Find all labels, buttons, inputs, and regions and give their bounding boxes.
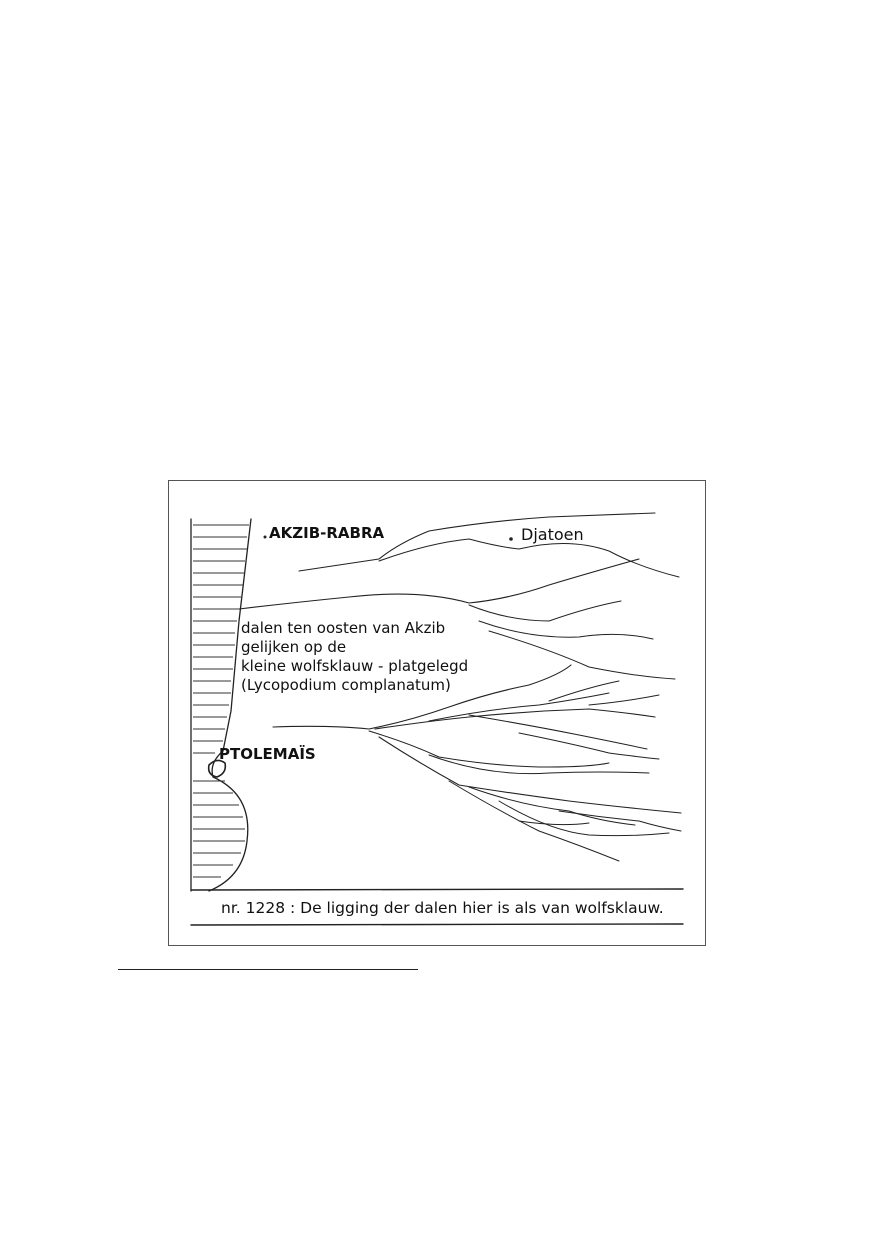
description-line: dalen ten oosten van Akzib [241, 619, 446, 637]
akzib-marker [264, 536, 267, 539]
valley-line-2 [239, 559, 639, 609]
label-ptolemais: PTOLEMAÏS [219, 745, 316, 763]
footnote-separator [118, 969, 418, 970]
description-line: (Lycopodium complanatum) [241, 676, 451, 694]
valley-description [241, 619, 468, 695]
description-line: gelijken op de [241, 638, 347, 656]
description-line: kleine wolfsklauw - platgelegd [241, 657, 469, 675]
valley-line-1 [299, 513, 655, 571]
coast-hatching [193, 525, 249, 877]
label-akzib-rabra: AKZIB-RABRA [269, 524, 385, 542]
label-djatoen: Djatoen [521, 525, 584, 544]
figure-caption: nr. 1228 : De ligging der dalen hier is als van wolfsklauw. [221, 899, 664, 917]
djatoen-marker [509, 537, 513, 541]
valley-sketch [169, 481, 705, 945]
map-figure [168, 480, 706, 946]
